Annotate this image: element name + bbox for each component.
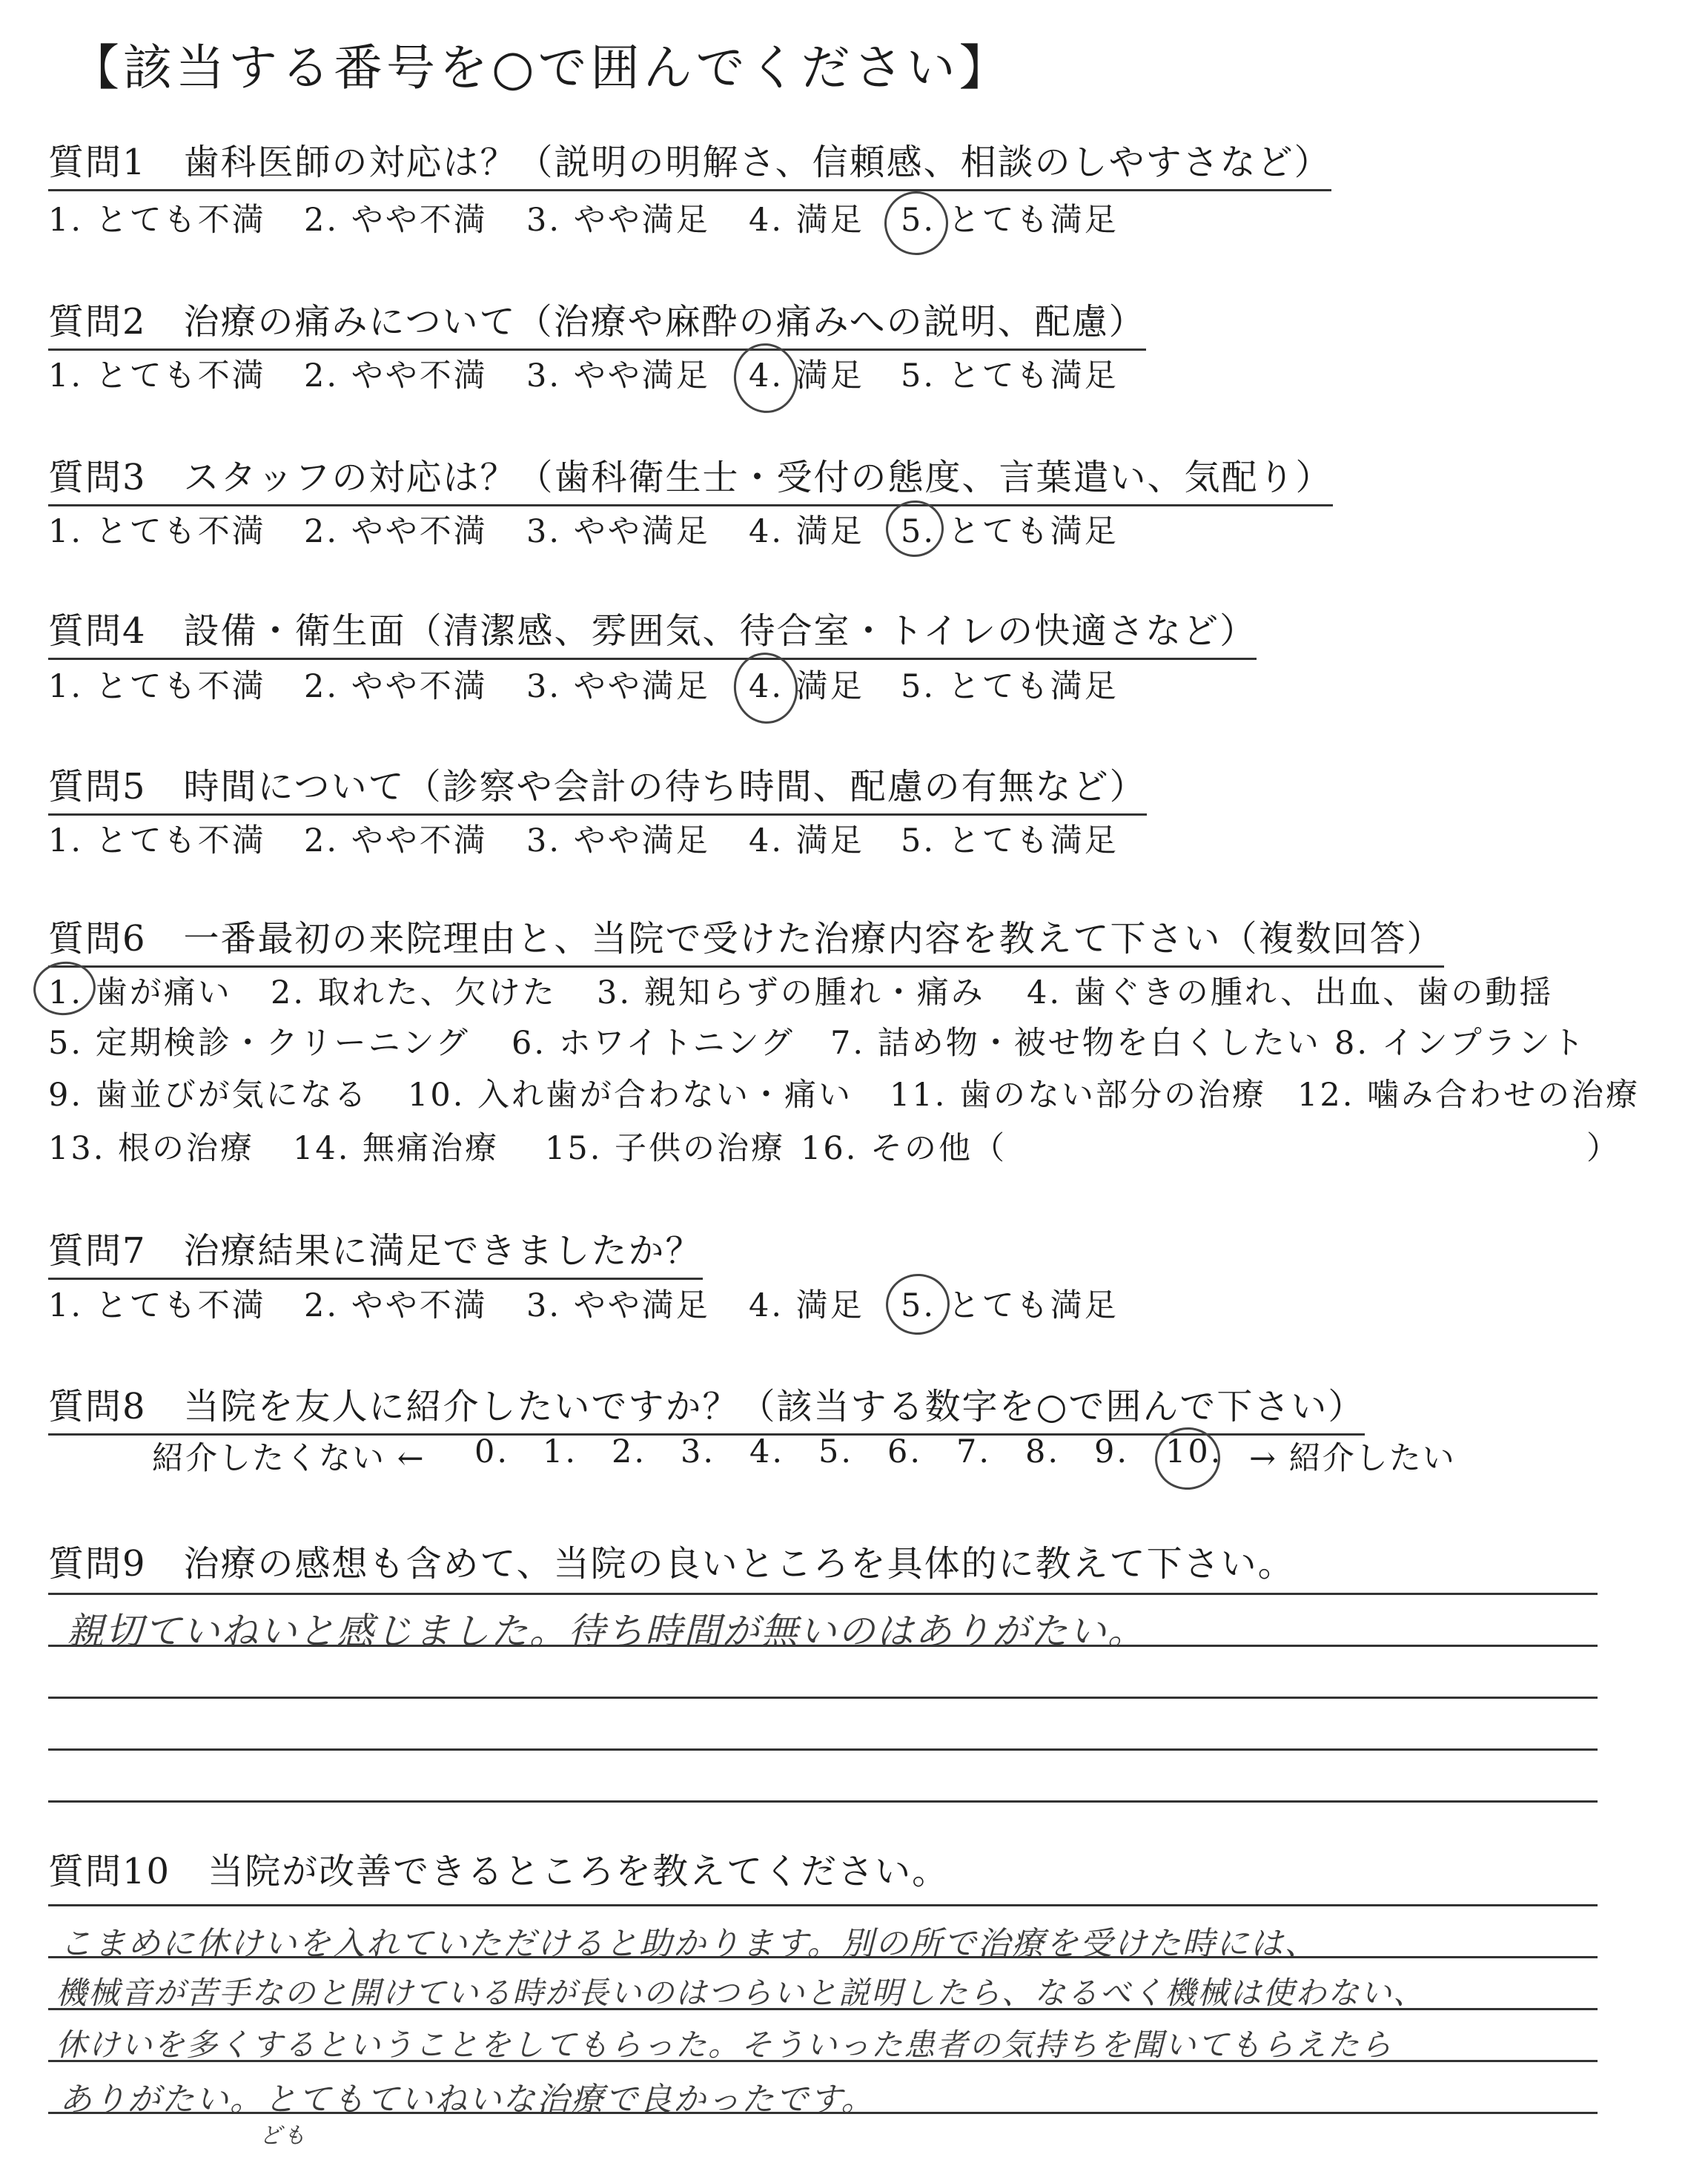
q10-handwritten-note: ども bbox=[259, 2123, 307, 2149]
q7-option-4[interactable]: 4. 満足 bbox=[749, 1287, 864, 1324]
q6-option-13[interactable]: 13. 根の治療 bbox=[48, 1130, 255, 1167]
q6-option-15[interactable]: 15. 子供の治療 bbox=[545, 1130, 786, 1167]
q5-option-1[interactable]: 1. とても不満 bbox=[48, 822, 266, 859]
q8-option-2[interactable]: 2. bbox=[612, 1433, 647, 1470]
q10-title: 質問10 当院が改善できるところを教えてください。 bbox=[48, 1851, 950, 1892]
q7-option-5[interactable]: 5. とても満足 bbox=[901, 1287, 1119, 1324]
q7-title: 質問7 治療結果に満足できましたか？ bbox=[48, 1222, 703, 1280]
q8-right-label: → 紹介したい bbox=[1249, 1440, 1456, 1477]
q8-option-8[interactable]: 8. bbox=[1025, 1433, 1061, 1470]
q1-option-3[interactable]: 3. やや満足 bbox=[526, 202, 710, 239]
q5-option-4[interactable]: 4. 満足 bbox=[749, 822, 864, 859]
q8-title: 質問8 当院を友人に紹介したいですか？（該当する数字を○で囲んで下さい） bbox=[48, 1378, 1365, 1436]
q8-left-label: 紹介したくない ← bbox=[152, 1440, 426, 1477]
q6-option-1[interactable]: 1. 歯が痛い bbox=[48, 974, 232, 1011]
q6-option-2[interactable]: 2. 取れた、欠けた bbox=[271, 974, 557, 1011]
q6-option-5[interactable]: 5. 定期検診・クリーニング bbox=[48, 1025, 470, 1062]
q9-line-1 bbox=[48, 1593, 1598, 1595]
q8-option-7[interactable]: 7. bbox=[956, 1433, 992, 1470]
q6-option-9[interactable]: 9. 歯並びが気になる bbox=[48, 1077, 368, 1114]
q9-line-4 bbox=[48, 1748, 1598, 1751]
q8-option-6[interactable]: 6. bbox=[887, 1433, 923, 1470]
q8-option-1[interactable]: 1. bbox=[543, 1433, 578, 1470]
q2-title: 質問2 治療の痛みについて（治療や麻酔の痛みへの説明、配慮） bbox=[48, 293, 1146, 351]
q2-option-4[interactable]: 4. 満足 bbox=[749, 357, 864, 394]
q9-line-5 bbox=[48, 1800, 1598, 1803]
q5-title: 質問5 時間について（診察や会計の待ち時間、配慮の有無など） bbox=[48, 758, 1147, 816]
q6-option-10[interactable]: 10. 入れ歯が合わない・痛い bbox=[408, 1077, 853, 1114]
q6-option-4[interactable]: 4. 歯ぐきの腫れ、出血、歯の動揺 bbox=[1027, 974, 1554, 1011]
q8-option-3[interactable]: 3. bbox=[681, 1433, 716, 1470]
q2-option-2[interactable]: 2. やや不満 bbox=[304, 357, 488, 394]
q5-option-2[interactable]: 2. やや不満 bbox=[304, 822, 488, 859]
q8-option-5[interactable]: 5. bbox=[818, 1433, 854, 1470]
q4-option-5[interactable]: 5. とても満足 bbox=[901, 668, 1119, 705]
q10-line-1 bbox=[48, 1904, 1598, 1906]
q9-handwritten-answer: 親切ていねいと感じました。待ち時間が無いのはありがたい。 bbox=[67, 1610, 1146, 1653]
q4-option-1[interactable]: 1. とても不満 bbox=[48, 668, 266, 705]
q9-line-3 bbox=[48, 1697, 1598, 1699]
q4-title: 質問4 設備・衛生面（清潔感、雰囲気、待合室・トイレの快適さなど） bbox=[48, 602, 1257, 660]
q9-title: 質問9 治療の感想も含めて、当院の良いところを具体的に教えて下さい。 bbox=[48, 1543, 1295, 1585]
q7-option-3[interactable]: 3. やや満足 bbox=[526, 1287, 710, 1324]
q8-option-4[interactable]: 4. bbox=[749, 1433, 785, 1470]
q8-option-10[interactable]: 10. bbox=[1165, 1433, 1223, 1470]
q1-option-4[interactable]: 4. 満足 bbox=[749, 202, 864, 239]
q4-option-4[interactable]: 4. 満足 bbox=[749, 668, 864, 705]
q6-option-3[interactable]: 3. 親知らずの腫れ・痛み bbox=[597, 974, 985, 1011]
q3-option-5[interactable]: 5. とても満足 bbox=[901, 513, 1119, 550]
q3-option-2[interactable]: 2. やや不満 bbox=[304, 513, 488, 550]
q6-option-14[interactable]: 14. 無痛治療 bbox=[293, 1130, 500, 1167]
q6-option-7[interactable]: 7. 詰め物・被せ物を白くしたい bbox=[830, 1025, 1321, 1062]
q3-option-1[interactable]: 1. とても不満 bbox=[48, 513, 266, 550]
q5-option-3[interactable]: 3. やや満足 bbox=[526, 822, 710, 859]
q8-option-0[interactable]: 0. bbox=[474, 1433, 510, 1470]
q6-option-11[interactable]: 11. 歯のない部分の治療 bbox=[890, 1077, 1267, 1114]
q7-option-1[interactable]: 1. とても不満 bbox=[48, 1287, 266, 1324]
q5-option-5[interactable]: 5. とても満足 bbox=[901, 822, 1119, 859]
q8-option-9[interactable]: 9. bbox=[1094, 1433, 1130, 1470]
q1-option-5[interactable]: 5. とても満足 bbox=[901, 202, 1119, 239]
q6-option-8[interactable]: 8. インプラント bbox=[1334, 1025, 1586, 1062]
q2-option-3[interactable]: 3. やや満足 bbox=[526, 357, 710, 394]
q2-option-5[interactable]: 5. とても満足 bbox=[901, 357, 1119, 394]
survey-header: 【該当する番号を○で囲んでください】 bbox=[70, 39, 1012, 96]
q10-handwritten-line-1: こまめに休けいを入れていただけると助かります。別の所で治療を受けた時には、 bbox=[59, 1925, 1319, 1963]
q1-option-2[interactable]: 2. やや不満 bbox=[304, 202, 488, 239]
q2-option-1[interactable]: 1. とても不満 bbox=[48, 357, 266, 394]
q6-option-6[interactable]: 6. ホワイトニング bbox=[512, 1025, 795, 1062]
q10-handwritten-line-4: ありがたい。とてもていねいな治療で良かったです。 bbox=[59, 2081, 875, 2118]
q6-option-16-close-paren: ） bbox=[1586, 1130, 1621, 1167]
q6-option-12[interactable]: 12. 噛み合わせの治療 bbox=[1297, 1077, 1641, 1114]
q3-option-3[interactable]: 3. やや満足 bbox=[526, 513, 710, 550]
q6-option-16[interactable]: 16. その他（ bbox=[801, 1130, 1007, 1167]
q3-title: 質問3 スタッフの対応は？（歯科衛生士・受付の態度、言葉遣い、気配り） bbox=[48, 449, 1333, 506]
q10-handwritten-line-2: 機械音が苦手なのと開けている時が長いのはつらいと説明したら、なるべく機械は使わない、 bbox=[56, 1975, 1426, 2011]
q4-selected-circle bbox=[729, 648, 803, 727]
q6-title: 質問6 一番最初の来院理由と、当院で受けた治療内容を教えて下さい（複数回答） bbox=[48, 910, 1444, 968]
q1-title: 質問1 歯科医師の対応は？（説明の明解さ、信頼感、相談のしやすさなど） bbox=[48, 133, 1331, 191]
q4-option-3[interactable]: 3. やや満足 bbox=[526, 668, 710, 705]
q3-option-4[interactable]: 4. 満足 bbox=[749, 513, 864, 550]
q1-option-1[interactable]: 1. とても不満 bbox=[48, 202, 266, 239]
q10-handwritten-line-3: 休けいを多くするということをしてもらった。そういった患者の気持ちを聞いてもらえたら bbox=[56, 2027, 1394, 2063]
q7-option-2[interactable]: 2. やや不満 bbox=[304, 1287, 488, 1324]
q4-option-2[interactable]: 2. やや不満 bbox=[304, 668, 488, 705]
